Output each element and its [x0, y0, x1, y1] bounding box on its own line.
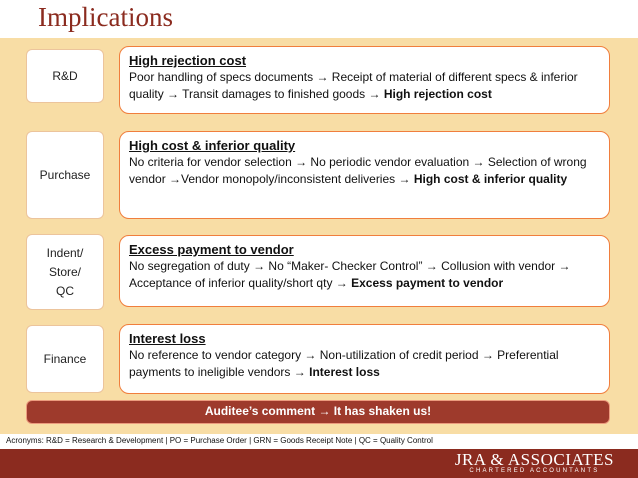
- footer-bar: [0, 449, 638, 478]
- label-line: Indent/: [46, 245, 84, 260]
- title-bar: [0, 0, 638, 38]
- detail-heading: Excess payment to vendor: [129, 242, 294, 257]
- detail-emphasis: Excess payment to vendor: [351, 276, 504, 290]
- detail-heading: High cost & inferior quality: [129, 138, 296, 153]
- detail-emphasis: High rejection cost: [383, 87, 492, 101]
- slide-title: Implications: [38, 2, 173, 32]
- detail-emphasis: High cost & inferior quality: [413, 172, 568, 186]
- detail-emphasis: Interest loss: [309, 365, 380, 379]
- detail-text: Poor handling of specs documents → Receipt of material of different specs & inferior quality → Transit damages to finished goods →: [129, 70, 578, 101]
- detail-text: No segregation of duty → No “Maker- Checker Control” → Collusion with vendor → Acceptance of inferior quality/short qty →: [129, 259, 571, 290]
- label-line: Store/: [48, 264, 81, 279]
- detail-purchase: [119, 131, 610, 219]
- brand-logo: [455, 451, 614, 475]
- label-line: R&D: [52, 68, 78, 83]
- detail-rnd: [119, 46, 610, 114]
- detail-indent-store-qc: [119, 235, 610, 307]
- label-finance: [26, 325, 104, 393]
- label-line: Purchase: [39, 167, 91, 182]
- label-line: Finance: [43, 351, 87, 366]
- auditee-comment: Auditee’s comment → It has shaken us!: [26, 400, 610, 424]
- label-indent-store-qc: [26, 234, 104, 310]
- brand-subtitle: CHARTERED ACCOUNTANTS: [469, 468, 600, 474]
- label-line: QC: [55, 283, 74, 298]
- detail-heading: Interest loss: [129, 331, 206, 346]
- label-rnd: [26, 49, 104, 103]
- acronyms-note: Acronyms: R&D = Research & Development | PO = Purchase Order | GRN = Goods Receipt Note | QC = Quality Control: [6, 436, 433, 445]
- detail-heading: High rejection cost: [129, 53, 247, 68]
- detail-text: No criteria for vendor selection → No periodic vendor evaluation → Selection of wrong vendor →Vendor monopoly/inconsistent deliveries →: [129, 155, 587, 186]
- brand-name: JRA & ASSOCIATES: [454, 450, 614, 469]
- detail-finance: [119, 324, 610, 394]
- label-purchase: [26, 131, 104, 219]
- detail-text: No reference to vendor category → Non-utilization of credit period → Preferential payments to ineligible vendors →: [129, 348, 559, 379]
